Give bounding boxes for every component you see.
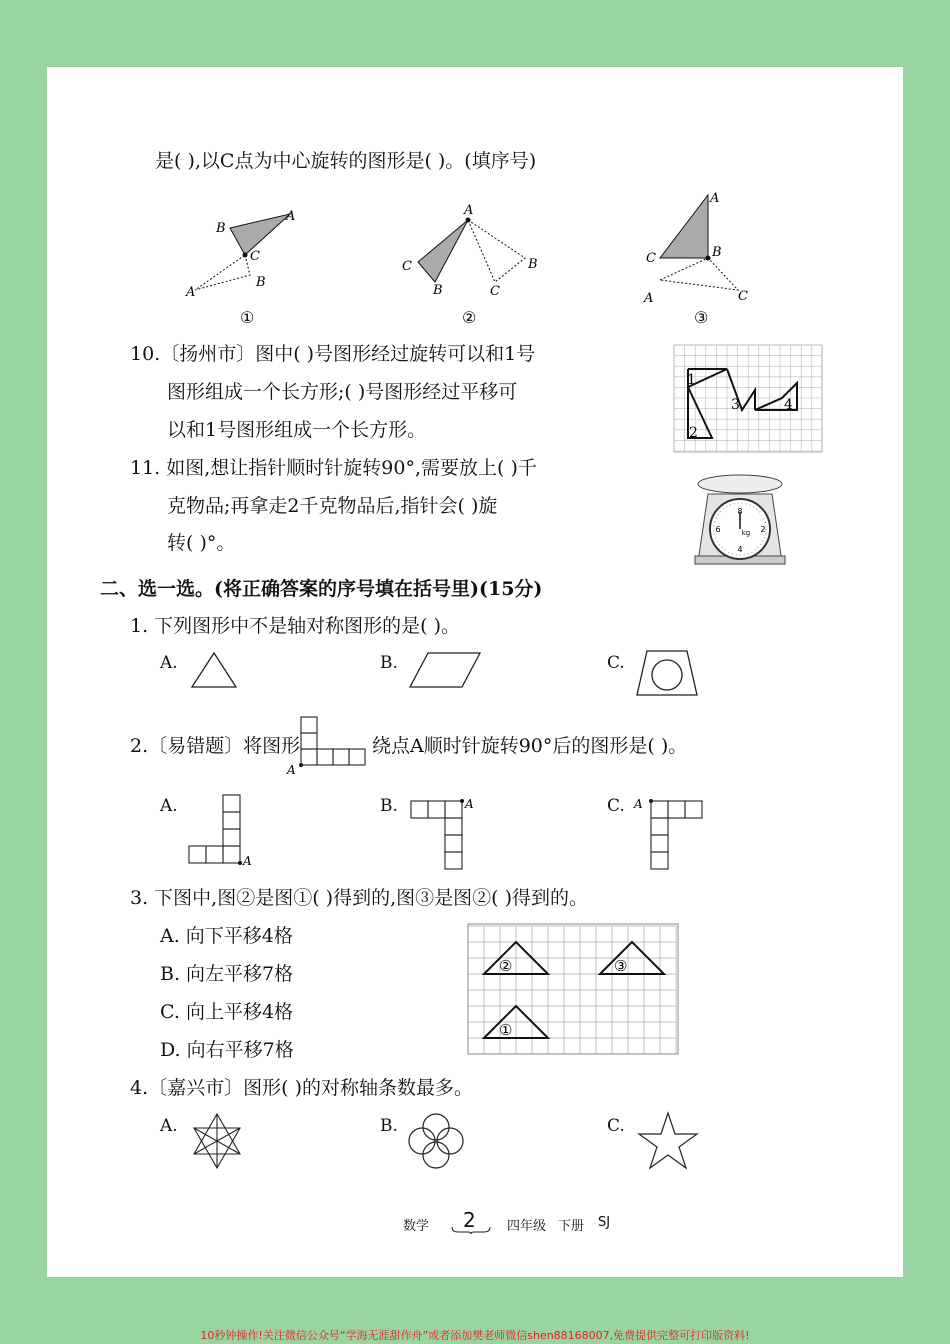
mc3-grid-figure [466, 922, 680, 1057]
mc4-four-circles-icon [406, 1112, 466, 1170]
mc4-stem: 4.〔嘉兴市〕图形( )的对称轴条数最多。 [130, 1077, 473, 1099]
label-3: 3 [731, 397, 740, 413]
mc2-option-a[interactable]: A. [160, 796, 178, 816]
q10-line2: 图形组成一个长方形;( )号图形经过平移可 [167, 381, 518, 403]
fig3-shaded-triangle [660, 195, 708, 258]
q11-line3: 转( )°。 [167, 532, 236, 554]
mc2-original-figure [286, 714, 368, 776]
footer-page-number: 2 [463, 1208, 476, 1232]
footer-volume: 下册 [558, 1219, 585, 1234]
fig3-label-c1: C [646, 251, 656, 266]
svg-text:6: 6 [715, 525, 721, 534]
mc3-choice-c[interactable]: C. 向上平移4格 [160, 1001, 294, 1023]
mc1-option-b[interactable]: B. [380, 653, 398, 673]
q10-grid-figure [672, 343, 825, 455]
fig1-label-a2: A [186, 285, 196, 300]
mc3-stem: 3. 下图中,图②是图①( )得到的,图③是图②( )得到的。 [130, 887, 588, 909]
bottom-banner: 10秒钟操作!关注微信公众号“学海无涯甜作舟”或者添加樊老师微信shen88168007,免费提供完整可打印版资料! [200, 1329, 750, 1342]
footer-subject: 数学 [403, 1219, 430, 1234]
fig2-number: ② [462, 308, 477, 327]
mc2-option-b-figure [408, 796, 480, 871]
q10-line1: 10.〔扬州市〕图中( )号图形经过旋转可以和1号 [130, 343, 536, 365]
fig3-label-c2: C [738, 289, 748, 304]
mc1-stem: 1. 下列图形中不是轴对称图形的是( )。 [130, 615, 461, 637]
fig1-shaded-triangle [230, 214, 290, 255]
mc2-option-b[interactable]: B. [380, 796, 398, 816]
mc2-stem-b: 绕点A顺时针旋转90°后的图形是( )。 [372, 735, 688, 757]
mc1-option-c[interactable]: C. [607, 653, 625, 673]
footer-edition: SJ [598, 1215, 611, 1230]
fig3-label-b: B [712, 245, 722, 260]
q11-scale [690, 472, 790, 567]
q9-figures [150, 190, 810, 330]
mc4-six-point-star-icon [188, 1112, 246, 1170]
page-brace-icon [450, 1226, 492, 1234]
q11-line1: 11. 如图,想让指针顺时针旋转90°,需要放上( )千 [130, 457, 537, 479]
fig1-dashed-triangle [195, 255, 250, 290]
q11-line2: 克物品;再拿走2千克物品后,指针会( )旋 [167, 495, 498, 517]
mc2-stem-a: 2.〔易错题〕将图形 [130, 735, 301, 757]
section2-title: 二、选一选。(将正确答案的序号填在括号里)(15分) [100, 578, 543, 600]
fig3-dashed-triangle [660, 258, 738, 290]
fig1-number: ① [240, 308, 255, 327]
grid-label-1: ① [499, 1021, 513, 1039]
mc4-option-a[interactable]: A. [160, 1116, 178, 1136]
mc4-option-b[interactable]: B. [380, 1116, 398, 1136]
q10-line3: 以和1号图形组成一个长方形。 [167, 419, 427, 441]
fig2-label-b1: B [433, 283, 443, 298]
mc3-choice-b[interactable]: B. 向左平移7格 [160, 963, 294, 985]
svg-text:kg: kg [741, 529, 751, 537]
svg-text:8: 8 [737, 507, 743, 516]
fig3-label-a1: A [710, 191, 720, 206]
label-2: 2 [689, 425, 698, 441]
svg-text:A: A [634, 797, 643, 811]
fig1-label-a1: A [286, 209, 296, 224]
fig2-label-b2: B [528, 257, 538, 272]
mc4-five-point-star-icon [637, 1110, 699, 1170]
mc1-parallelogram-icon [408, 650, 483, 690]
label-4: 4 [784, 397, 793, 413]
mc2-option-a-figure [188, 792, 258, 867]
fig2-label-c2: C [490, 284, 500, 299]
mc2-option-c[interactable]: C. [607, 796, 625, 816]
footer-grade: 四年级 [507, 1219, 547, 1234]
mc1-option-a[interactable]: A. [160, 653, 178, 673]
fig3-number: ③ [694, 308, 709, 327]
fig2-label-a: A [464, 203, 474, 218]
svg-text:A: A [287, 763, 296, 776]
mc3-choice-d[interactable]: D. 向右平移7格 [160, 1039, 294, 1061]
mc1-trapezoid-circle-icon [635, 648, 700, 698]
label-1: 1 [687, 372, 696, 388]
fig1-label-b1: B [216, 221, 226, 236]
svg-text:A: A [465, 797, 474, 811]
fig2-label-c1: C [402, 259, 412, 274]
fig1-label-b2: B [256, 275, 266, 290]
fig2-shaded-triangle [418, 220, 468, 282]
mc3-choice-a[interactable]: A. 向下平移4格 [160, 925, 293, 947]
mc1-triangle-icon [190, 650, 240, 690]
svg-text:2: 2 [760, 525, 766, 534]
mc4-option-c[interactable]: C. [607, 1116, 625, 1136]
fig3-label-a2: A [644, 291, 654, 306]
fig2-dashed-triangle [468, 220, 525, 282]
svg-text:A: A [243, 854, 252, 867]
q9-line: 是( ),以C点为中心旋转的图形是( )。(填序号) [155, 150, 537, 172]
grid-label-2: ② [499, 957, 513, 975]
mc2-option-c-figure [632, 796, 707, 871]
fig1-label-c: C [250, 249, 260, 264]
svg-text:4: 4 [737, 545, 743, 554]
grid-label-3: ③ [614, 957, 628, 975]
